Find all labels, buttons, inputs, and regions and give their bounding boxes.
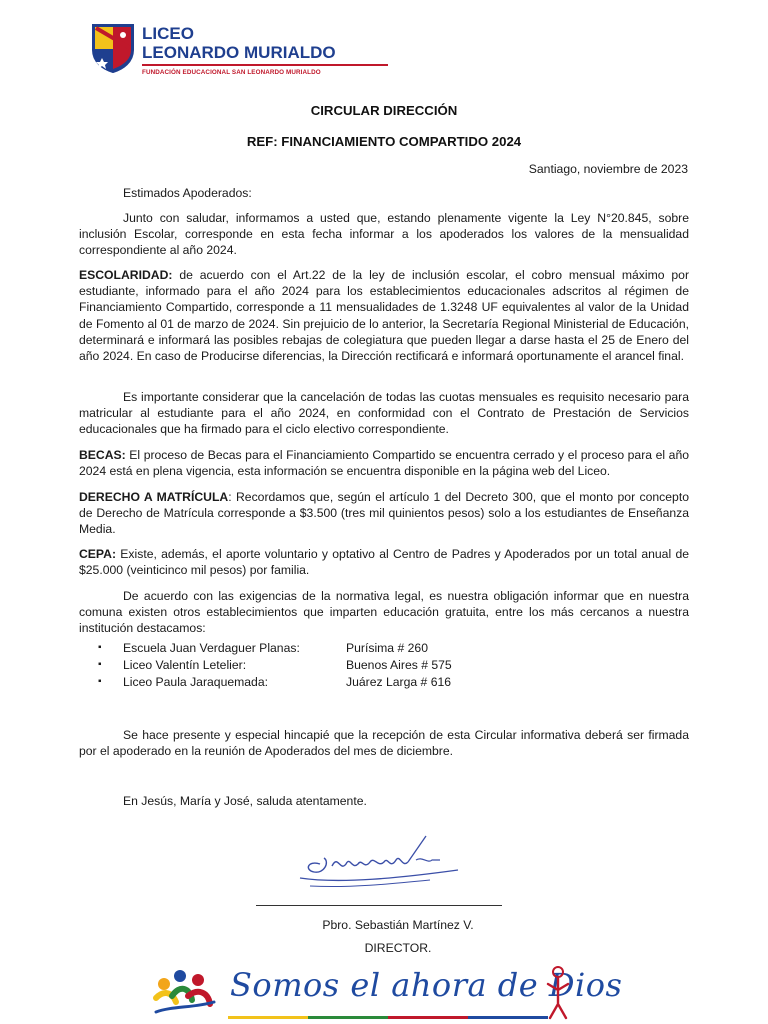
- paragraph-becas: [79, 447, 689, 479]
- paragraph-cepa: [79, 546, 689, 578]
- cepa-label: CEPA:: [79, 547, 117, 561]
- bullet-icon: ▪: [98, 642, 102, 653]
- header-divider: [142, 64, 388, 66]
- bullet-icon: ▪: [98, 676, 102, 687]
- escolaridad-text: de acuerdo con el Art.22 de la ley de inclusión escolar, el cobro mensual máximo por estudiante, informado para el año 2024 para los establecimientos educacionales adscritos al régimen de Financiamiento Compartido, corresponde a 11 mensualidades de 1.3248 UF equivalentes al valor de la Unidad de Fomento al 01 de marzo de 2024. Sin prejuicio de lo anterior, la Secretaría Regional Ministerial de Educación, determinará e informará las posibles rebajas de colegiatura que pueden llegar a darse hasta el 25 de Enero del año 2024. En caso de Producirse diferencias, la Dirección rectificará e informará oportunamente el arancel final.: [79, 268, 689, 364]
- footer-figure-icon: [540, 964, 576, 1020]
- school-logo: [90, 22, 350, 80]
- schools-list: [98, 641, 518, 692]
- school-item-address: Purísima # 260: [346, 641, 428, 655]
- school-name-line1: LICEO: [142, 24, 194, 43]
- escolaridad-label: ESCOLARIDAD:: [79, 268, 173, 282]
- signature-line: [256, 905, 502, 906]
- school-item-name: Liceo Paula Jaraquemada:: [123, 675, 268, 689]
- closing-line: En Jesús, María y José, saluda atentamente.: [123, 794, 367, 808]
- footer-people-logo-icon: [150, 962, 220, 1020]
- paragraph-intro: Junto con saludar, informamos a usted que, estando plenamente vigente la Ley N°20.845, sobre inclusión Escolar, corresponde en esta fecha informar a los apoderados los valores de la mensualidad correspondiente al año 2024.: [79, 211, 689, 258]
- paragraph-importante: Es importante considerar que la cancelación de todas las cuotas mensuales es requisito necesario para matricular al estudiante para el año 2024, en conformidad con el Contrato de Prestación de Servicios educacionales que ha firmado para el ciclo electivo correspondiente.: [79, 390, 689, 437]
- list-item: [98, 641, 518, 658]
- paragraph-escolaridad: [79, 267, 689, 364]
- school-name: [142, 24, 336, 62]
- signer-name: Pbro. Sebastián Martínez V.: [322, 918, 474, 932]
- bullet-icon: ▪: [98, 659, 102, 670]
- foundation-name: FUNDACIÓN EDUCACIONAL SAN LEONARDO MURIALDO: [142, 69, 321, 76]
- paragraph-matricula: [79, 489, 689, 538]
- footer-motto: Somos el ahora de Dios: [230, 966, 623, 1004]
- school-name-line2: LEONARDO MURIALDO: [142, 43, 336, 62]
- paragraph-hincapie: Se hace presente y especial hincapié que la recepción de esta Circular informativa deberá ser firmada por el apoderado en la reunión de Apoderados del mes de diciembre.: [79, 728, 689, 759]
- handwritten-signature: [280, 826, 480, 896]
- greeting: Estimados Apoderados:: [123, 186, 252, 200]
- becas-label: BECAS:: [79, 448, 126, 462]
- school-crest-icon: [90, 22, 136, 74]
- list-item: [98, 675, 518, 692]
- footer-color-bar: [228, 1016, 548, 1019]
- paragraph-normativa: De acuerdo con las exigencias de la normativa legal, es nuestra obligación informar que en nuestra comuna existen otros establecimientos que imparten educación gratuita, entre los más cercanos a nuestra institución destacamos:: [79, 589, 689, 636]
- school-item-name: Liceo Valentín Letelier:: [123, 658, 247, 672]
- circular-reference: REF: FINANCIAMIENTO COMPARTIDO 2024: [246, 134, 522, 149]
- school-item-name: Escuela Juan Verdaguer Planas:: [123, 641, 300, 655]
- matricula-label: DERECHO A MATRÍCULA: [79, 490, 229, 504]
- document-date: Santiago, noviembre de 2023: [528, 162, 688, 176]
- school-item-address: Buenos Aires # 575: [346, 658, 452, 672]
- signer-role: DIRECTOR.: [364, 941, 432, 955]
- cepa-text: Existe, además, el aporte voluntario y optativo al Centro de Padres y Apoderados por un total anual de $25.000 (veinticinco mil pesos) por familia.: [79, 547, 689, 578]
- matricula-text: : Recordamos que, según el artículo 1 del Decreto 300, que el monto por concepto de Derecho de Matrícula corresponde a $3.500 (tres mil quinientos pesos) solo a los estudiantes de Enseñanza Media.: [79, 490, 689, 537]
- list-item: [98, 658, 518, 675]
- school-item-address: Juárez Larga # 616: [346, 675, 452, 689]
- becas-text: El proceso de Becas para el Financiamiento Compartido se encuentra cerrado y el proceso para el año 2024 está en plena vigencia, esta información se encuentra disponible en la página web del Liceo.: [79, 448, 689, 479]
- circular-title: CIRCULAR DIRECCIÓN: [310, 103, 458, 118]
